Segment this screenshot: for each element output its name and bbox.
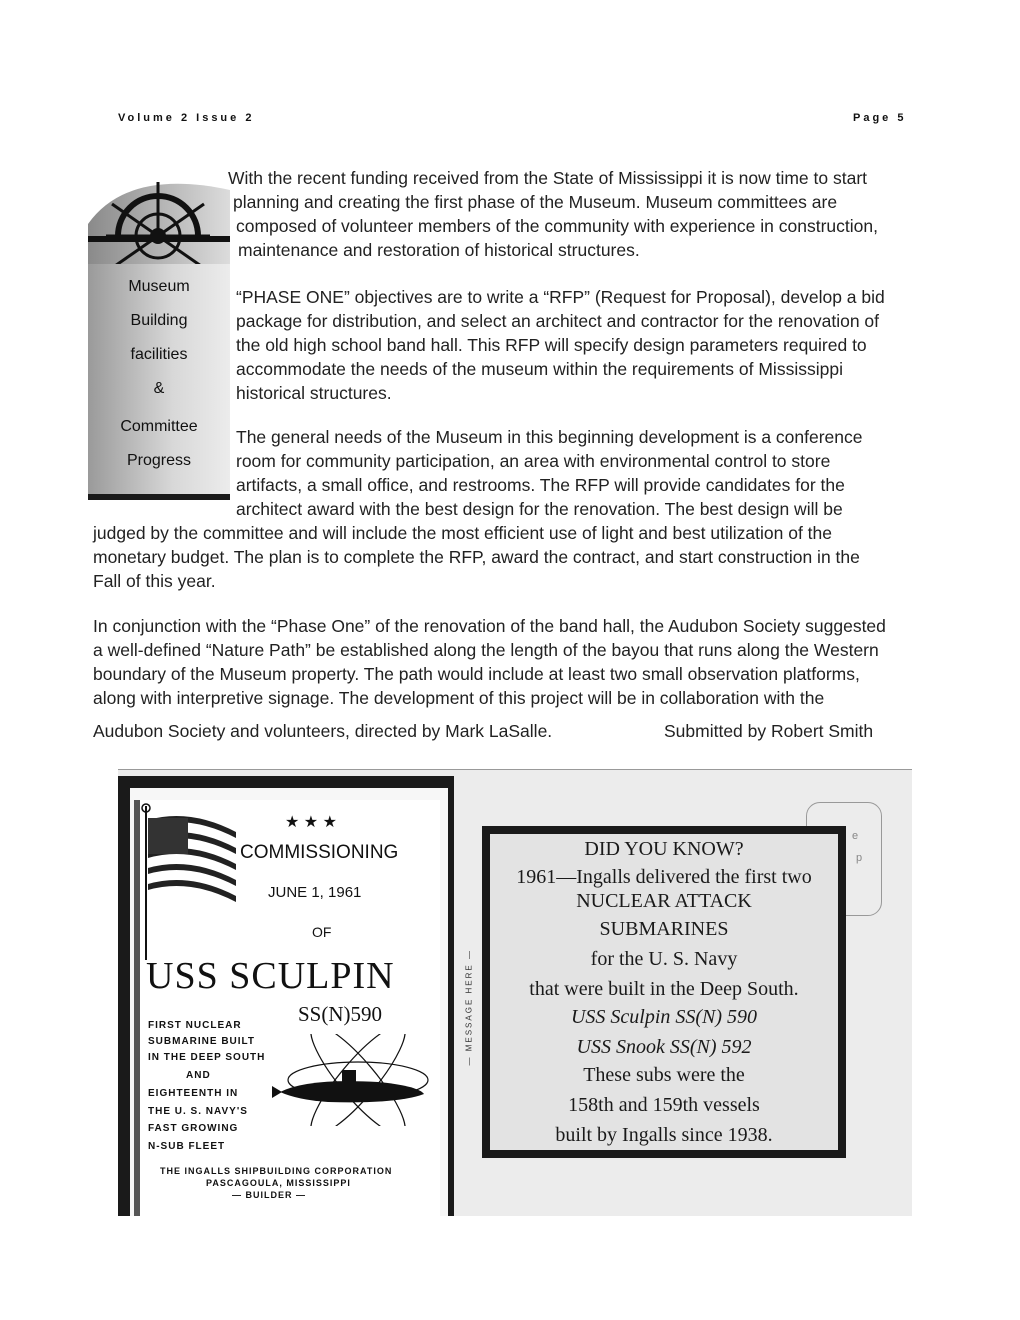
article-line: In conjunction with the “Phase One” of the renovation of the band hall, the Audubon Society suggested [93, 616, 886, 636]
article-line: artifacts, a small office, and restrooms. The RFP will provide candidates for the [236, 475, 845, 495]
did-you-know-line: SUBMARINES [599, 918, 729, 940]
article-line: along with interpretive signage. The development of this project will be in collaboration with the [93, 688, 825, 708]
article-line: boundary of the Museum property. The path would include at least two small observation platforms, [93, 664, 860, 684]
article-line: The general needs of the Museum in this beginning development is a conference [236, 427, 863, 447]
did-you-know-line: DID YOU KNOW? [584, 838, 744, 860]
poster-builder: — BUILDER — [232, 1190, 306, 1200]
article-line: the old high school band hall. This RFP will specify design parameters required to [236, 335, 867, 355]
article-line: Fall of this year. [93, 571, 216, 591]
sidebar-divider [88, 494, 230, 500]
did-you-know-line: 1961—Ingalls delivered the first two [516, 866, 812, 888]
submitted-by: Submitted by Robert Smith [664, 721, 874, 741]
sidebar-line: Progress [126, 452, 192, 469]
poster-hull-number: SS(N)590 [298, 1002, 383, 1026]
article-line: historical structures. [236, 383, 392, 403]
poster-tagline: AND [186, 1070, 211, 1081]
poster-commissioning: COMMISSIONING [240, 842, 399, 863]
poster-tagline: IN THE DEEP SOUTH [148, 1052, 266, 1063]
poster-ship-name: USS SCULPIN [146, 955, 395, 997]
article-line: With the recent funding received from the State of Mississippi it is now time to start [228, 168, 868, 188]
did-you-know-line: 158th and 159th vessels [568, 1094, 760, 1116]
poster-date: JUNE 1, 1961 [268, 884, 362, 901]
stamp-text: e [852, 830, 859, 842]
stamp-text: p [856, 852, 863, 864]
did-you-know-line: USS Sculpin SS(N) 590 [570, 1006, 758, 1028]
sidebar-line: Building [130, 312, 188, 329]
article-line: room for community participation, an area with environmental control to store [236, 451, 831, 471]
ship-wheel-icon [88, 160, 230, 264]
submarine-atom-icon [268, 1034, 440, 1126]
poster-tagline: FAST GROWING [148, 1123, 239, 1134]
did-you-know-line: for the U. S. Navy [590, 948, 738, 970]
us-flag-icon [140, 802, 250, 962]
article-line: package for distribution, and select an architect and contractor for the renovation of [236, 311, 880, 331]
did-you-know-line: built by Ingalls since 1938. [555, 1124, 773, 1146]
article-line: monetary budget. The plan is to complete the RFP, award the contract, and start construction in the [93, 547, 860, 567]
poster-tagline: N-SUB FLEET [148, 1141, 226, 1152]
sidebar-line: Committee [120, 418, 198, 435]
poster-builder: THE INGALLS SHIPBUILDING CORPORATION [160, 1166, 393, 1176]
message-here-text: — MESSAGE HERE — [464, 949, 474, 1066]
poster-of: OF [312, 924, 332, 940]
did-you-know-line: that were built in the Deep South. [529, 978, 799, 1000]
poster-tagline: EIGHTEENTH IN [148, 1088, 239, 1099]
did-you-know-line: NUCLEAR ATTACK [576, 890, 752, 912]
article-line: Audubon Society and volunteers, directed by Mark LaSalle. [93, 721, 553, 741]
did-you-know-line: These subs were the [583, 1064, 745, 1086]
poster-tagline: FIRST NUCLEAR [148, 1020, 242, 1031]
article-line: composed of volunteer members of the community with experience in construction, [236, 216, 878, 236]
sidebar-line: Museum [128, 278, 190, 295]
sidebar-line: & [153, 380, 165, 397]
sidebar [88, 160, 230, 505]
article-line: maintenance and restoration of historical structures. [238, 240, 640, 260]
poster-tagline: SUBMARINE BUILT [148, 1036, 256, 1047]
article-line: judged by the committee and will include the most efficient use of light and best utilization of the [93, 523, 832, 543]
article-line: architect award with the best design for the renovation. The best design will be [236, 499, 843, 519]
poster-tagline: THE U. S. NAVY'S [148, 1106, 248, 1117]
did-you-know-line: USS Snook SS(N) 592 [576, 1036, 752, 1058]
sidebar-line: facilities [130, 346, 188, 363]
article-line: “PHASE ONE” objectives are to write a “RFP” (Request for Proposal), develop a bid [236, 287, 885, 307]
poster-stars: ★ ★ ★ [285, 814, 337, 831]
message-here-label [458, 949, 482, 1070]
article-line: planning and creating the first phase of the Museum. Museum committees are [233, 192, 838, 212]
header-volume-issue: Volume 2 Issue 2 [118, 112, 255, 124]
article-line: a well-defined “Nature Path” be established along the length of the bayou that runs along the Western [93, 640, 879, 660]
article-line: accommodate the needs of the museum within the requirements of Mississippi [236, 359, 843, 379]
poster-builder: PASCAGOULA, MISSISSIPPI [206, 1178, 351, 1188]
header-page-number: Page 5 [853, 112, 907, 124]
